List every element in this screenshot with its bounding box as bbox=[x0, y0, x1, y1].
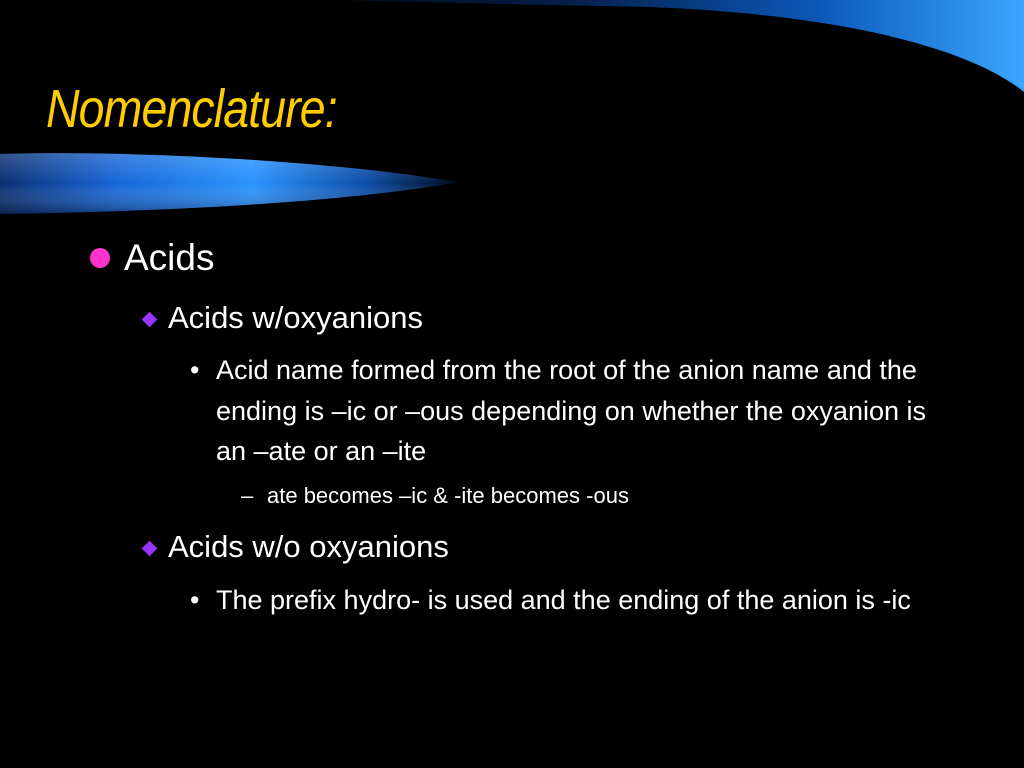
dash-bullet-icon: – bbox=[241, 483, 254, 508]
purple-diamond-bullet-icon bbox=[142, 312, 158, 328]
bullet-level3-hydro-prefix-rule bbox=[190, 580, 936, 621]
pink-dot-bullet-icon bbox=[90, 248, 110, 268]
bullet-level3-acid-name-rule bbox=[190, 350, 936, 472]
purple-diamond-bullet-icon bbox=[142, 541, 158, 557]
bullet-text: Acids w/oxyanions bbox=[168, 300, 424, 335]
bullet-text: Acids bbox=[124, 237, 215, 278]
bullet-text: The prefix hydro- is used and the ending of the anion is -ic bbox=[216, 585, 911, 615]
bullet-level2-without-oxyanions bbox=[141, 529, 449, 565]
bullet-level4-ate-ite-rule bbox=[241, 481, 629, 511]
bullet-text: Acids w/o oxyanions bbox=[168, 529, 449, 564]
bullet-text: Acid name formed from the root of the anion name and the ending is –ic or –ous depending on whether the oxyanion is an –ate or an –ite bbox=[216, 355, 926, 466]
bullet-level2-with-oxyanions bbox=[141, 300, 423, 336]
bullet-level1-acids bbox=[90, 237, 214, 279]
dot-bullet-icon: • bbox=[190, 355, 200, 385]
slide-title: Nomenclature: bbox=[46, 79, 337, 139]
bullet-text: ate becomes –ic & -ite becomes -ous bbox=[267, 483, 629, 508]
dot-bullet-icon: • bbox=[190, 585, 200, 615]
